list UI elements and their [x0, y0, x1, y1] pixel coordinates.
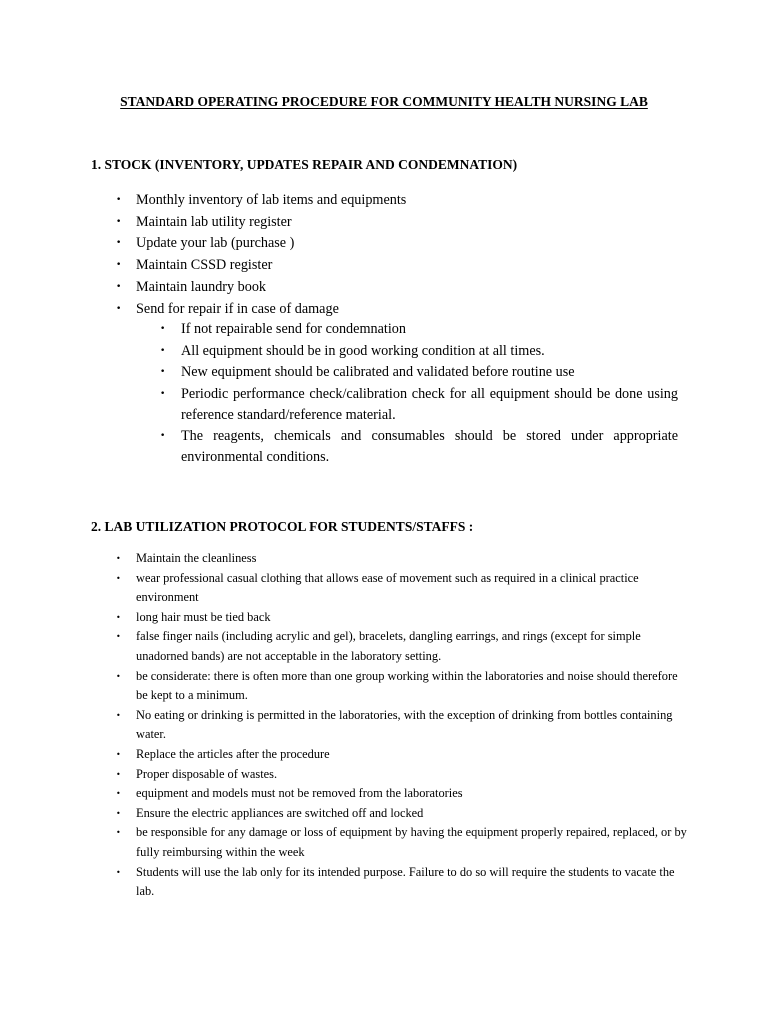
list-item: [116, 745, 691, 765]
list-item: [116, 765, 691, 785]
list-item: [116, 706, 691, 745]
section-1-bullet-list: [116, 190, 696, 320]
bullet-icon: •: [116, 828, 121, 838]
list-item-text: be considerate: there is often more than one group working within the laboratories and noise should therefore be kept to a minimum.: [136, 668, 678, 703]
list-item: [160, 319, 678, 340]
section-1-heading: 1. STOCK (INVENTORY, UPDATES REPAIR AND CONDEMNATION): [91, 157, 518, 172]
bullet-icon: •: [116, 238, 122, 249]
list-item: [116, 608, 691, 628]
list-item-text: The reagents, chemicals and consumables should be stored under appropriate environmental conditions.: [181, 428, 678, 465]
bullet-icon: •: [116, 749, 121, 759]
bullet-icon: •: [116, 867, 121, 877]
list-item: [116, 233, 696, 255]
section-2-heading: 2. LAB UTILIZATION PROTOCOL FOR STUDENTS/STAFFS :: [91, 519, 474, 534]
list-item-text: Maintain the cleanliness: [136, 551, 257, 565]
list-item: [160, 362, 678, 383]
list-item: [116, 804, 691, 824]
list-item-text: Maintain CSSD register: [136, 257, 273, 274]
list-item-text: long hair must be tied back: [136, 609, 271, 624]
list-item: [116, 212, 696, 234]
bullet-icon: •: [160, 367, 166, 378]
list-item-text: Proper disposable of wastes.: [136, 766, 278, 781]
list-item-text: Maintain lab utility register: [136, 213, 292, 230]
bullet-icon: •: [116, 216, 122, 227]
list-item: [160, 341, 678, 362]
list-item: [116, 190, 696, 212]
list-item-text: All equipment should be in good working condition at all times.: [181, 342, 545, 359]
list-item: [116, 667, 691, 706]
bullet-icon: •: [160, 431, 166, 442]
bullet-icon: •: [160, 345, 166, 356]
section-1-sub-bullet-list: [160, 319, 678, 468]
bullet-icon: •: [116, 573, 121, 583]
list-item-text: Students will use the lab only for its intended purpose. Failure to do so will require the students to vacate the lab.: [136, 864, 675, 899]
bullet-icon: •: [116, 612, 121, 622]
list-item: [116, 299, 696, 321]
bullet-icon: •: [116, 808, 121, 818]
bullet-icon: •: [116, 671, 121, 681]
list-item: [116, 823, 691, 862]
list-item: [116, 863, 691, 902]
bullet-icon: •: [116, 769, 121, 779]
list-item-text: Replace the articles after the procedure: [136, 746, 330, 761]
list-item-text: Update your lab (purchase ): [136, 235, 295, 252]
list-item-text: Periodic performance check/calibration check for all equipment should be done using reference standard/reference material.: [181, 386, 678, 423]
list-item-text: New equipment should be calibrated and validated before routine use: [181, 364, 575, 381]
list-item: [160, 426, 678, 467]
list-item: [160, 384, 678, 425]
document-title-text: STANDARD OPERATING PROCEDURE FOR COMMUNITY HEALTH NURSING LAB: [120, 94, 648, 109]
bullet-icon: •: [116, 632, 121, 642]
document-title: [0, 94, 768, 110]
bullet-icon: •: [116, 281, 122, 292]
bullet-icon: •: [116, 195, 122, 205]
list-item: [116, 784, 691, 804]
list-item-text: No eating or drinking is permitted in the laboratories, with the exception of drinking from bottles containing water.: [136, 707, 673, 742]
list-item-text: false finger nails (including acrylic and gel), bracelets, dangling earrings, and rings (except for simple unadorned bands) are not acceptable in the laboratory setting.: [136, 629, 641, 663]
section-2-bullet-list: [116, 549, 691, 902]
bullet-icon: •: [116, 554, 121, 563]
list-item-text: Send for repair if in case of damage: [136, 300, 339, 317]
bullet-icon: •: [116, 710, 121, 720]
list-item: [116, 569, 691, 608]
bullet-icon: •: [160, 389, 166, 400]
list-item: [116, 255, 696, 277]
bullet-icon: •: [116, 789, 121, 799]
list-item: [116, 627, 691, 666]
list-item: [116, 549, 691, 569]
list-item: [116, 277, 696, 299]
list-item-text: If not repairable send for condemnation: [181, 321, 406, 337]
list-item-text: Maintain laundry book: [136, 278, 267, 295]
list-item-text: Monthly inventory of lab items and equipments: [136, 192, 407, 208]
list-item-text: wear professional casual clothing that allows ease of movement such as required in a clinical practice environment: [136, 570, 639, 605]
list-item-text: Ensure the electric appliances are switched off and locked: [136, 805, 424, 820]
bullet-icon: •: [160, 324, 166, 334]
list-item-text: equipment and models must not be removed from the laboratories: [136, 786, 463, 801]
list-item-text: be responsible for any damage or loss of equipment by having the equipment properly repaired, replaced, or by fully reimbursing within the week: [136, 825, 687, 859]
bullet-icon: •: [116, 260, 122, 271]
bullet-icon: •: [116, 303, 122, 314]
